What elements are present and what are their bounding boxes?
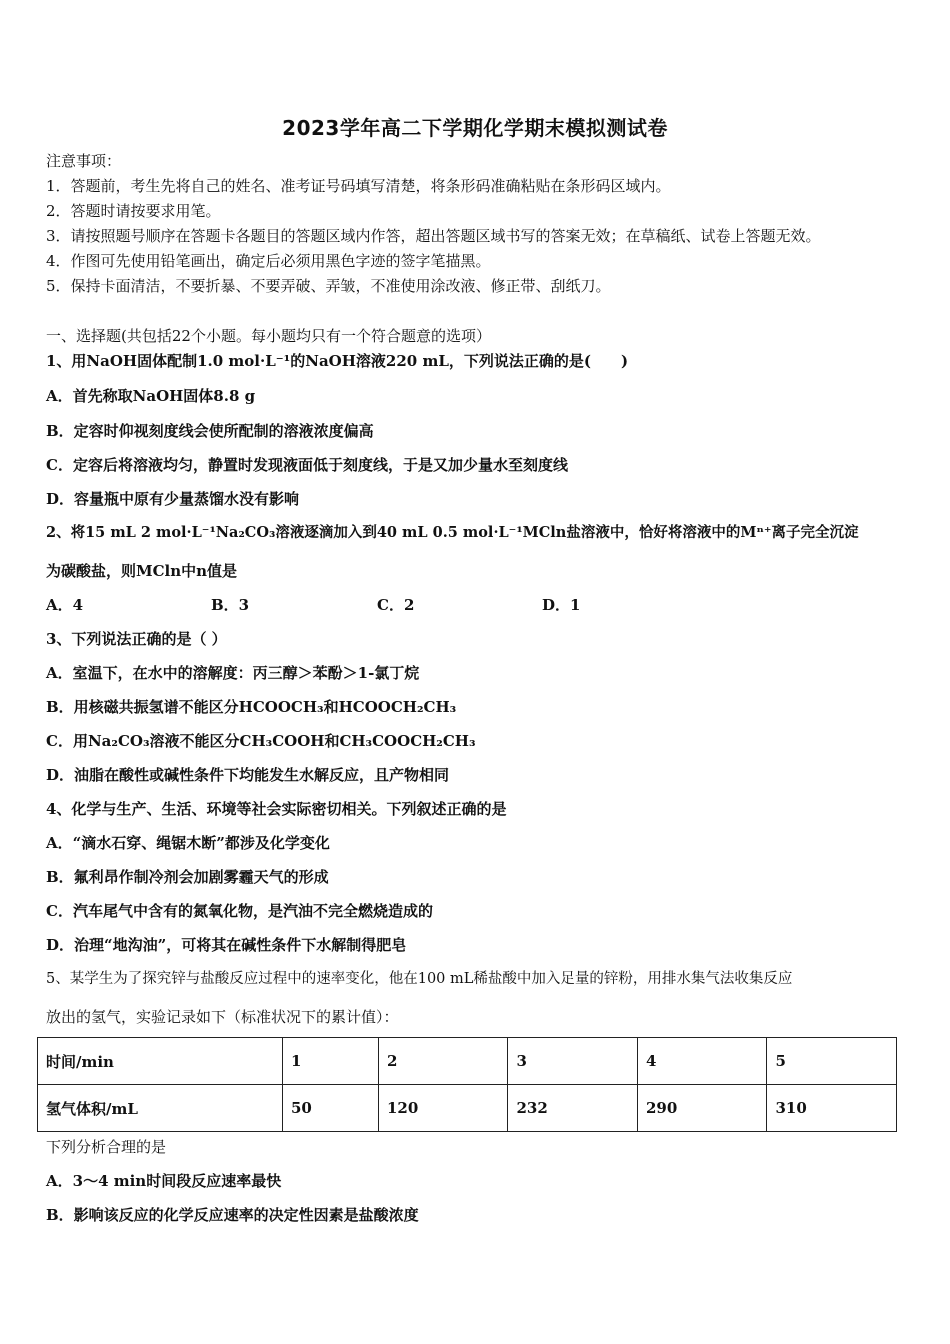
q3-stem: 3、下列说法正确的是（ ） <box>46 630 227 648</box>
q3-option-d: D．油脂在酸性或碱性条件下均能发生水解反应，且产物相同 <box>46 766 450 784</box>
notice-item-3: 3．请按照题号顺序在答题卡各题目的答题区域内作答，超出答题区域书写的答案无效；在草稿纸、试卷上答题无效。 <box>46 227 821 245</box>
q5-stem-line2: 放出的氢气，实验记录如下（标准状况下的累计值）： <box>46 1008 399 1026</box>
notice-item-1: 1．答题前，考生先将自己的姓名、准考证号码填写清楚，将条形码准确粘贴在条形码区域内。 <box>46 177 671 195</box>
q3-option-a: A．室温下，在水中的溶解度：丙三醇＞苯酚＞1-氯丁烷 <box>46 664 420 682</box>
q4-option-b: B．氟利昂作制冷剂会加剧雾霾天气的形成 <box>46 868 329 886</box>
q4-option-d: D．治理“地沟油”，可将其在碱性条件下水解制得肥皂 <box>46 936 407 954</box>
q3-option-b: B．用核磁共振氢谱不能区分HCOOCH₃和HCOOCH₂CH₃ <box>46 698 457 716</box>
section-heading: 一、选择题(共包括22个小题。每小题均只有一个符合题意的选项） <box>46 327 491 345</box>
page-title: 2023学年高二下学期化学期末模拟测试卷 <box>282 116 668 140</box>
table-cell: 120 <box>378 1085 508 1132</box>
q4-option-a: A．“滴水石穿、绳锯木断”都涉及化学变化 <box>46 834 330 852</box>
table-cell: 4 <box>637 1038 767 1085</box>
table-cell: 1 <box>283 1038 379 1085</box>
q5-stem-line1: 5、某学生为了探究锌与盐酸反应过程中的速率变化，他在100 mL稀盐酸中加入足量的锌粉，用排水集气法收集反应 <box>46 971 793 987</box>
table-cell: 310 <box>767 1085 897 1132</box>
notice-item-2: 2．答题时请按要求用笔。 <box>46 202 221 220</box>
table-cell: 3 <box>508 1038 638 1085</box>
table-cell: 232 <box>508 1085 638 1132</box>
table-cell: 2 <box>378 1038 508 1085</box>
q1-option-d: D．容量瓶中原有少量蒸馏水没有影响 <box>46 490 300 508</box>
q1-stem: 1、用NaOH固体配制1.0 mol·L⁻¹的NaOH溶液220 mL，下列说法正确的是( ) <box>46 352 629 370</box>
table-row-time <box>38 1038 897 1085</box>
table-cell: 时间/min <box>38 1038 283 1085</box>
q1-option-b: B．定容时仰视刻度线会使所配制的溶液浓度偏高 <box>46 422 374 440</box>
table-cell: 氢气体积/mL <box>38 1085 283 1132</box>
q2-option-c: C．2 <box>377 596 415 614</box>
q2-option-b: B．3 <box>211 596 250 614</box>
q5-option-b: B．影响该反应的化学反应速率的决定性因素是盐酸浓度 <box>46 1206 419 1224</box>
table-cell: 50 <box>283 1085 379 1132</box>
table-cell: 5 <box>767 1038 897 1085</box>
notice-item-5: 5．保持卡面清洁，不要折暴、不要弄破、弄皱，不准使用涂改液、修正带、刮纸刀。 <box>46 277 611 295</box>
q4-stem: 4、化学与生产、生活、环境等社会实际密切相关。下列叙述正确的是 <box>46 800 507 818</box>
q1-option-a: A．首先称取NaOH固体8.8 g <box>46 387 256 405</box>
q2-stem-line1: 2、将15 mL 2 mol·L⁻¹Na₂CO₃溶液逐滴加入到40 mL 0.5 mol·L⁻¹MCln盐溶液中，恰好将溶液中的Mⁿ⁺离子完全沉淀 <box>46 524 859 541</box>
q5-option-a: A．3～4 min时间段反应速率最快 <box>46 1172 282 1190</box>
q2-stem-line2: 为碳酸盐，则MCln中n值是 <box>46 562 238 580</box>
experiment-table <box>37 1037 897 1132</box>
q2-option-d: D．1 <box>542 596 581 614</box>
q4-option-c: C．汽车尾气中含有的氮氧化物，是汽油不完全燃烧造成的 <box>46 902 433 920</box>
q2-option-a: A．4 <box>46 596 84 614</box>
table-row-volume <box>38 1085 897 1132</box>
q5-after-table: 下列分析合理的是 <box>46 1138 167 1156</box>
q1-option-c: C．定容后将溶液均匀，静置时发现液面低于刻度线，于是又加少量水至刻度线 <box>46 456 568 474</box>
notice-item-4: 4．作图可先使用铅笔画出，确定后必须用黑色字迹的签字笔描黑。 <box>46 252 491 270</box>
table-cell: 290 <box>637 1085 767 1132</box>
notice-heading: 注意事项： <box>46 152 122 170</box>
q3-option-c: C．用Na₂CO₃溶液不能区分CH₃COOH和CH₃COOCH₂CH₃ <box>46 732 476 750</box>
